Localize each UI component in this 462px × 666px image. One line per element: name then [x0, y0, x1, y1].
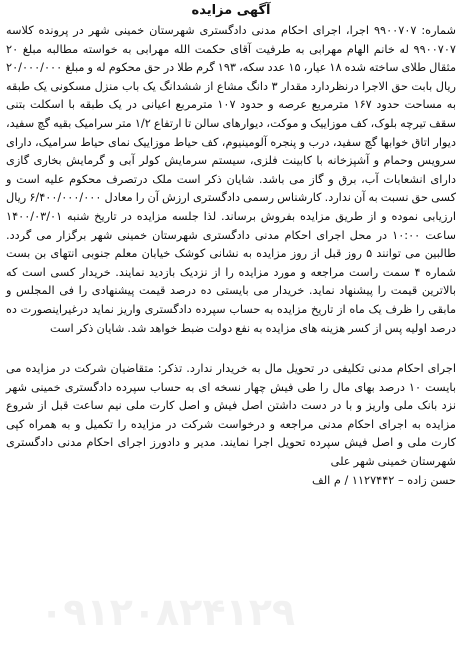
notice-paragraph-1: شماره: ۹۹۰۰۷۰۷ اجرا، اجرای احکام مدنی دادگستری شهرستان خمینی شهر در پرونده کلاسه ۹۹۰۰۷۰۷ له خانم الهام مهرابی به طرفیت آقای حکمت الله مهرابی به خواسته مطالبه مبلغ ۲۰ مثقال طلای ساخته شده ۱۸ عیار، ۱۵ عدد سکه، ۱۹۳ گرم طلا در حق محکوم له و مبلغ ۲۰/۰۰۰/۰۰۰ ریال بابت حق الاجرا درنظردارد مقدار ۳ دانگ مشاع از ششدانگ یک باب منزل مسکونی یک طبقه به مساحت حدود ۱۶۷ مترمربع عرصه و حدود ۱۰۷ مترمربع اعیانی در یک طبقه با اسکلت بتنی سقف تیرچه بلوک، کف موزاییک و موکت، دیوارهای سالن تا ارتفاع ۱/۲ متر سرامیک بقیه گچ سفید، دیوار اتاق خوابها گچ سفید، درب و پنجره آلومینیوم، کف حیاط موزاییک نمای حیاط سرامیک، دارای سرویس وحمام و آشپزخانه با کابینت فلزی، سیستم سرمایش کولر آبی و گرمایش بخاری گازی دارای انشعابات آب، برق و گاز می باشد. شایان ذکر است ملک درتصرف محکوم علیه است و کسی حق نسبت به آن ندارد. کارشناس رسمی دادگستری ارزش آن را معادل ۶/۴۰۰/۰۰۰/۰۰۰ ریال ارزیابی نموده و از طریق مزایده بفروش برساند. لذا جلسه مزایده در تاریخ شنبه ۱۴۰۰/۰۳/۰۱ ساعت ۱۰:۰۰ در محل اجرای احکام مدنی دادگستری شهرستان خمینی شهر برگزار می گردد. طالبین می توانند ۵ روز قبل از روز مزایده به نشانی کوشک خیابان معلم جنوبی انتهای بن بست شماره ۴ سمت راست مراجعه و مورد مزایده را از نزدیک بازدید نمایند. خریدار کسی است که بالاترین قیمت را پیشنهاد نماید. خریدار می بایستی ده درصد قیمت پیشنهادی را فی المجلس و مابقی را ظرف یک ماه از تاریخ مزایده به حساب سپرده دادگستری واریز نماید درغیراینصورت ده درصد اولیه پس از کسر هزینه های مزایده به نفع دولت ضبط خواهد شد. شایان ذکر است	[5, 24, 457, 335]
notice-title: آگهی مزایده	[191, 3, 271, 18]
background-watermark: ۰۹۱۲۰۸۲۴۱۲۹	[40, 590, 296, 634]
notice-paragraph-2: اجرای احکام مدنی تکلیفی در تحویل مال به خریدار ندارد. تذکر: متقاضیان شرکت در مزایده می بایست ۱۰ درصد بهای مال را طی فیش چهار نسخه ای به حساب سپرده دادگستری خمینی شهر نزد بانک ملی واریز و با در دست داشتن اصل فیش و اصل کارت ملی نیم ساعت قبل از شروع مزایده به اجرای احکام مدنی مراجعه و درخواست شرکت در مزایده را تکمیل و به همراه کپی کارت ملی و اصل فیش سپرده تحویل اجرا نمایند. مدیر و دادورز اجرای احکام مدنی دادگستری شهرستان خمینی شهر علی	[6, 362, 456, 469]
notice-reference-line: حسن زاده – ۱۱۲۷۴۴۲ / م الف	[312, 473, 456, 487]
auction-notice	[6, 2, 456, 490]
